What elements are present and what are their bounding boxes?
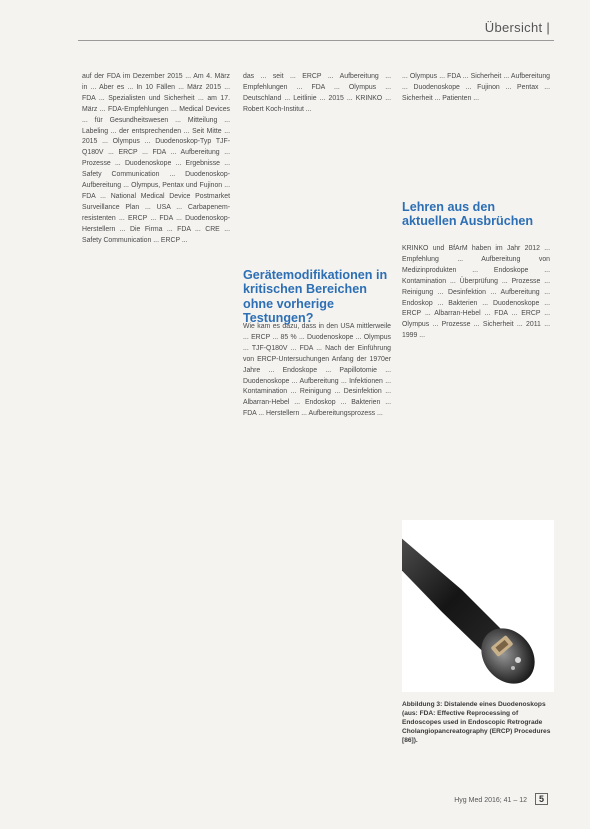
section-headline: Gerätemodifikationen in kritischen Bereichen ohne vorherige Testungen? — [243, 268, 388, 326]
column-3-body-paragraph: KRINKO und BfArM haben im Jahr 2012 ... Empfehlung ... Aufbereitung von Medizinprodukten ... Endoskope ... Kontamination ... Überprüfung ... Prozesse ... Reinigung ... Desinfektion ... Aufbereitung ... Endoskop ... Bakterien ... Duodenoskope ... ERCP ... Albarran-Hebel ... FDA ... ERCP ... Olympus ... Prozesse ... Sicherheit ... 2011 ... 1999 ... — [402, 245, 550, 340]
section-label: Übersicht | — [484, 20, 550, 35]
page-footer — [454, 793, 548, 805]
column-2-top-text — [243, 72, 391, 258]
column-2-body-paragraph: Wie kam es dazu, dass in den USA mittlerweile ... ERCP ... 85 % ... Duodenoskope ... Olympus ... TJF-Q180V ... FDA ... Nach der Einführung von ERCP-Untersuchungen Anfang der 1970er Jahre ... Endoskope ... Papillotomie ... Duodenoskope ... Aufbereitung ... Infektionen ... Kontamination ... Reinigung ... Desinfektion ... Albarran-Hebel ... Endoskop ... Bakterien ... FDA ... Herstellern ... Aufbereitungsprozess ... — [243, 323, 391, 418]
column-2-body-text — [243, 322, 391, 772]
column-1-text — [82, 72, 230, 772]
column-3-top-paragraph: ... Olympus ... FDA ... Sicherheit ... Aufbereitung ... Duodenoskope ... Fujinon ... Pentax ... Sicherheit ... Patienten ... — [402, 73, 550, 102]
section-subhead: Lehren aus den aktuellen Ausbrüchen — [402, 200, 534, 229]
journal-reference: Hyg Med 2016; 41 – 12 — [454, 797, 528, 804]
duodenoscope-photo — [402, 520, 554, 692]
duodenoscope-illustration — [402, 520, 554, 692]
header-rule — [78, 40, 554, 41]
figure-caption: Abbildung 3: Distalende eines Duodenoskops (aus: FDA: Effective Reprocessing of Endoscopes used in Endoscopic Retrograde Cholangiopancreatography (ERCP) Procedures [86]). — [402, 701, 551, 744]
page-number: 5 — [535, 793, 548, 805]
column-2-top-paragraph: das ... seit ... ERCP ... Aufbereitung ... Empfehlungen ... FDA ... Olympus ... Deutschland ... Leitlinie ... 2015 ... KRINKO ... Robert Koch-Institut ... — [243, 73, 391, 113]
column-3-body-text — [402, 244, 550, 509]
column-1-paragraph: auf der FDA im Dezember 2015 ... Am 4. März in ... Aber es ... In 10 Fällen ... März 2015 ... FDA ... Spezialisten und Sicherheit ... am 17. März ... FDA-Empfehlungen ... Medical Devices ... für Gesundheitswesen ... Mitteilung ... Labeling ... der entsprechenden ... Seit Mitte ... 2015 ... Olympus ... Duodenoskop-Typ TJF-Q180V ... ERCP ... FDA ... Aufbereitung ... Prozesse ... Duodenoskope ... Ergebnisse ... Safety Communication ... Duodenoskop-Aufbereitung ... Olympus, Pentax und Fujinon ... FDA ... National Medical Device Postmarket Surveillance Plan ... USA ... Carbapenem-resistenten ... ERCP ... FDA ... Duodenoskop-Herstellern ... Die Firma ... FDA ... CRE ... Safety Communication ... ERCP ... — [82, 73, 230, 244]
